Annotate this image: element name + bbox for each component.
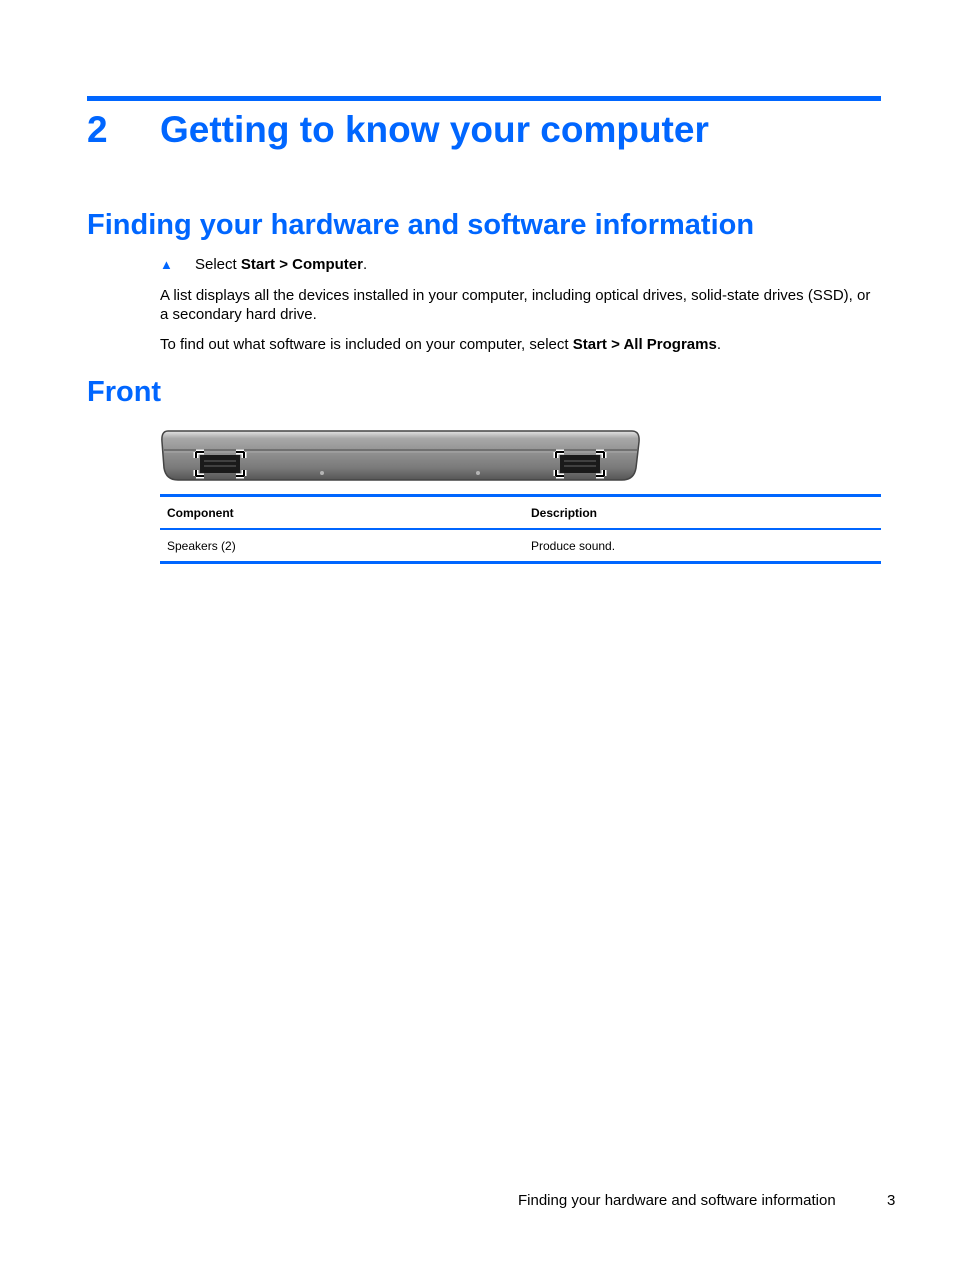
table-cell-component: Speakers (2) — [167, 539, 236, 553]
step-item — [160, 255, 367, 275]
table-cell-description: Produce sound. — [531, 539, 616, 553]
step-prefix: Select — [195, 256, 241, 273]
footer-page-number: 3 — [887, 1192, 896, 1209]
speaker-callout-right — [556, 452, 604, 476]
step-suffix: . — [362, 256, 368, 273]
paragraph-software — [160, 335, 880, 354]
chapter-title-text: Getting to know your computer — [160, 109, 709, 150]
triangle-bullet-icon: ▲ — [160, 257, 173, 272]
table-header-component: Component — [167, 506, 234, 520]
paragraph-software-suffix: . — [716, 336, 721, 353]
paragraph-software-command: Start > All Programs — [572, 336, 717, 353]
section-heading-finding: Finding your hardware and software information — [87, 209, 755, 241]
table-header-description: Description — [531, 506, 598, 520]
footer-title: Finding your hardware and software information — [518, 1192, 836, 1209]
paragraph-software-prefix: To find out what software is included on your computer, select — [160, 336, 573, 353]
table-header-row — [160, 497, 881, 528]
section-heading-front: Front — [87, 376, 162, 408]
step-command: Start > Computer — [240, 256, 363, 273]
table-row — [160, 530, 881, 561]
computer-front-illustration — [160, 428, 640, 484]
chapter-title — [87, 108, 709, 152]
chapter-rule — [87, 96, 881, 101]
table-bottom-rule — [160, 561, 881, 564]
paragraph-devices: A list displays all the devices installed in your computer, including optical drives, solid-state drives (SSD), or a secondary hard drive. — [160, 287, 871, 323]
chapter-number: 2 — [87, 109, 108, 150]
speaker-callout-left — [196, 452, 244, 476]
component-table — [160, 494, 881, 564]
